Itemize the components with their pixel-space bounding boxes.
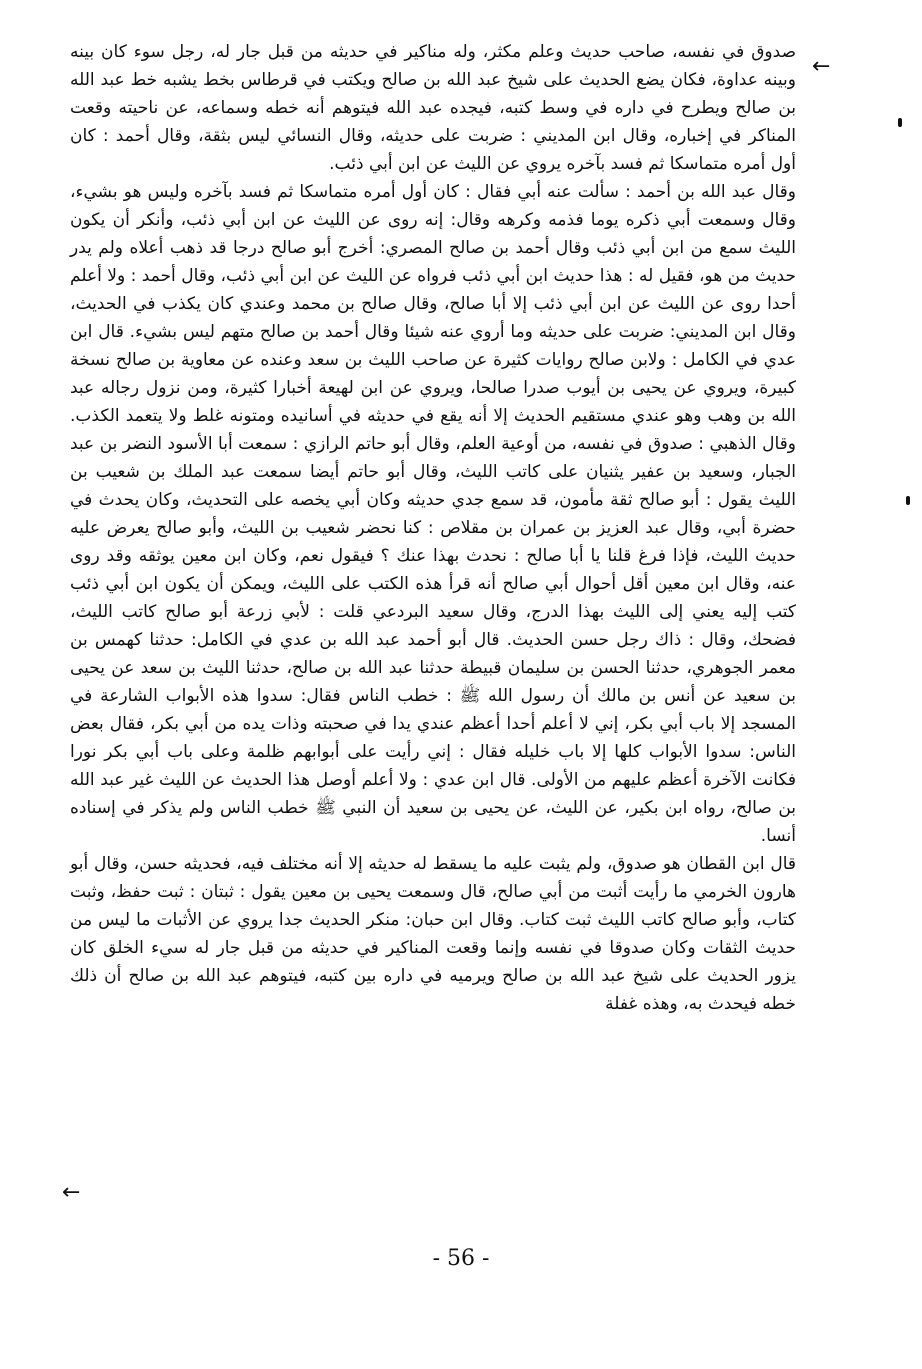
paragraph-1: صدوق في نفسه، صاحب حديث وعلم مكثر، وله مناكير في حديثه من قبل جار له، رجل سوء كان بينه وبينه عداوة، فكان يضع الحديث على شيخ عبد الله بن صالح ويكتب في قرطاس بخط يشبه خط عبد الله بن صالح ويطرح في داره في وسط كتبه، فيجده عبد الله فيتوهم أنه خطه وسماعه، عن ناحيته وقعت المناكر في إخباره، وقال ابن المديني : ضربت على حديثه، وقال النسائي ليس بثقة، وقال أحمد : كان أول أمره متماسكا ثم فسد بآخره يروي عن الليث عن ابن أبي ذئب. xyxy=(70,42,796,174)
continuation-arrow-bottom-icon: ← xyxy=(62,1180,81,1205)
paragraph-2: وقال عبد الله بن أحمد : سألت عنه أبي فقال : كان أول أمره متماسكا ثم فسد بآخره وليس هو بشيء، وقال وسمعت أبي ذكره يوما فذمه وكرهه وقال: إنه روى عن الليث عن ابن أبي ذئب، وأنكر أن يكون الليث سمع من ابن أبي ذئب وقال أحمد بن صالح المصري: أخرج أبو صالح درجا قد ذهب أعلاه ولم يدر حديث من هو، فقيل له : هذا حديث ابن أبي ذئب فرواه عن الليث عن ابن أبي ذئب، وقال أحمد : ولا أعلم أحدا روى عن الليث عن ابن أبي ذئب إلا أبا صالح، وقال صالح بن محمد وعندي كان يكذب في الحديث، وقال ابن المديني: ضربت على حديثه وما أروي عنه شيئا وقال أحمد بن صالح متهم ليس بشيء. قال ابن عدي في الكامل : ولابن صالح روايات كثيرة عن صاحب الليث بن سعد وعنده عن معاوية بن صالح نسخة كبيرة، ويروي عن يحيى بن أيوب صدرا صالحا، ويروي عن ابن لهيعة أخبارا كثيرة، ومن نزول رجاله عبد الله بن وهب وهو عندي مستقيم الحديث إلا أنه يقع في حديثه في أسانيده ومتونه غلط ولا يتعمد الكذب. وقال الذهبي : صدوق في نفسه، من أوعية العلم، وقال أبو حاتم الرازي : سمعت أبا الأسود النضر بن عبد الجبار، وسعيد بن عفير يثنيان على كاتب الليث، وقال أبو حاتم أيضا سمعت عبد الملك بن شعيب بن الليث يقول : أبو صالح ثقة مأمون، قد سمع جدي حديثه وكان أبي يخصه على التحديث، وكان يحدث في حضرة أبي، وقال عبد العزيز بن عمران بن مقلاص : كنا نحضر شعيب بن الليث، وأبو صالح يعرض عليه حديث الليث، فإذا فرغ قلنا يا أبا صالح : نحدث بهذا عنك ؟ فيقول نعم، وكان ابن معين يوثقه وقد روى عنه، وقال ابن معين أقل أحوال أبي صالح أنه قرأ هذه الكتب على الليث، ويمكن أن يكون ابن أبي ذئب كتب إليه يعني إلى الليث بهذا الدرج، وقال سعيد البردعي قلت : لأبي زرعة أبو صالح كاتب الليث، فضحك، وقال : ذاك رجل حسن الحديث. قال أبو أحمد عبد الله بن عدي في الكامل: حدثنا كهمس بن معمر الجوهري، حدثنا الحسن بن سليمان قبيطة حدثنا عبد الله بن صالح، حدثنا الليث بن سعد عن يحيى بن سعيد عن أنس بن مالك أن رسول الله ﷺ : خطب الناس فقال: سدوا هذه الأبواب الشارعة في المسجد إلا باب أبي بكر، إني لا أعلم أحدا أعظم عندي يدا في صحبته وذات يده من أبي بكر، فقال بعض الناس: سدوا الأبواب كلها إلا باب خليله فقال : إني رأيت على أبوابهم ظلمة وعلى باب أبي بكر نورا فكانت الآخرة أعظم عليهم من الأولى. قال ابن عدي : ولا أعلم أوصل هذا الحديث عن الليث غير عبد الله بن صالح، رواه ابن بكير، عن الليث، عن يحيى بن سعيد أن النبي ﷺ خطب الناس ولم يذكر في إسناده أنسا. xyxy=(70,182,796,846)
margin-mark-top xyxy=(898,118,902,127)
paragraph-3: قال ابن القطان هو صدوق، ولم يثبت عليه ما يسقط له حديثه إلا أنه مختلف فيه، فحديثه حسن، وقال أبو هارون الخرمي ما رأيت أثبت من أبي صالح، قال وسمعت يحيى بن معين يقول : ثبتان : ثبت حفظ، وثبت كتاب، وأبو صالح كاتب الليث ثبت كتاب. وقال ابن حبان: منكر الحديث جدا يروي عن الأثبات ما ليس من حديث الثقات وكان صدوقا في نفسه وإنما وقعت المناكير في حديثه من قبل جار له سيء الخلق كان يزور الحديث على شيخ عبد الله بن صالح ويرميه في داره بين كتبه، فيتوهم عبد الله بن صالح أن ذلك خطه فيحدث به، وهذه غفلة xyxy=(70,854,796,1014)
margin-mark-middle xyxy=(906,496,910,505)
continuation-arrow-top-icon: ← xyxy=(812,54,831,79)
body-text xyxy=(70,38,796,1018)
page-number: - 56 - xyxy=(432,1246,490,1271)
